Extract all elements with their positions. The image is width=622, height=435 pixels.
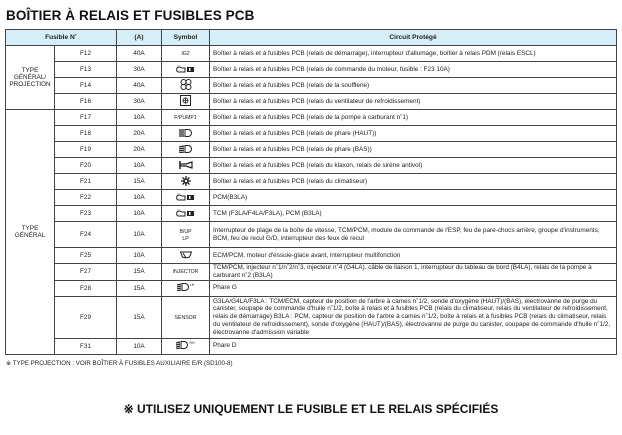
fuse-number: F13 — [55, 62, 117, 78]
symbol-text: B/UP LP — [179, 228, 192, 242]
blower-fan-icon — [180, 79, 192, 92]
headlamp-side: RH — [189, 341, 195, 346]
high-beam-icon — [179, 129, 193, 139]
circuit-protected: Phare D — [210, 338, 617, 354]
fuse-number: F14 — [55, 78, 117, 94]
page-title: BOÎTIER À RELAIS ET FUSIBLES PCB — [6, 8, 255, 23]
headlamp-icon — [176, 341, 189, 351]
fuse-amperage: 20A — [117, 142, 162, 158]
symbol-text: IG2 — [181, 51, 190, 57]
circuit-protected: Boîtier à relais et à fusibles PCB (relais de démarrage), interrupteur d'allumage, boîtier à relais PDM (relais ESCL) — [210, 46, 617, 62]
header-symbol: Symbol — [162, 30, 210, 46]
table-row — [6, 280, 617, 296]
fuse-amperage: 40A — [117, 46, 162, 62]
low-beam-icon — [179, 145, 193, 155]
table-row — [6, 248, 617, 264]
fuse-amperage: 30A — [117, 62, 162, 78]
table-row — [6, 174, 617, 190]
symbol-cell — [162, 142, 210, 158]
fuse-number: F18 — [55, 126, 117, 142]
table-row — [6, 338, 617, 354]
symbol-cell — [162, 248, 210, 264]
fuse-number: F19 — [55, 142, 117, 158]
symbol-cell — [162, 158, 210, 174]
group-label: TYPE GÉNÉRAL — [6, 110, 55, 355]
fuse-number: F23 — [55, 206, 117, 222]
table-row — [6, 206, 617, 222]
headlamp-icon — [177, 283, 190, 293]
engine-control-icon — [176, 208, 196, 219]
symbol-label — [162, 110, 210, 126]
symbol-cell — [162, 126, 210, 142]
table-row — [6, 78, 617, 94]
fuse-amperage: 10A — [117, 206, 162, 222]
fuse-number: F27 — [55, 264, 117, 281]
fuse-amperage: 10A — [117, 110, 162, 126]
circuit-protected: Boîtier à relais et à fusibles PCB (relais de commande du moteur, fusible : F23 10A) — [210, 62, 617, 78]
fuse-number: F29 — [55, 296, 117, 338]
table-row — [6, 62, 617, 78]
fuse-number: F31 — [55, 338, 117, 354]
header-fuse-no: Fusible N˚ — [6, 30, 117, 46]
circuit-protected: PCM(B3LA) — [210, 190, 617, 206]
circuit-protected: TCM/PCM, injecteur n˚1/n˚2/n˚3, injecteur n˚4 (G4LA), câble de liaison 1, interrupteur du tableau de bord (B4LA), relais de la pompe à carburant n˚2 (B3LA) — [210, 264, 617, 281]
fuse-table — [5, 29, 617, 355]
symbol-cell — [162, 338, 210, 354]
circuit-protected: ECM/PCM, moteur d'essuie-glace avant, interrupteur multifonction — [210, 248, 617, 264]
fuse-amperage: 30A — [117, 94, 162, 110]
symbol-cell — [162, 206, 210, 222]
table-header-row — [6, 30, 617, 46]
circuit-protected: TCM (F3LA/F4LA/F3LA), PCM (B3LA) — [210, 206, 617, 222]
fuse-number: F21 — [55, 174, 117, 190]
fuse-number: F17 — [55, 110, 117, 126]
projection-note: ※ TYPE PROJECTION : VOIR BOÎTIER À FUSIBLES AUXILIAIRE E/R (SD100-8) — [6, 360, 233, 367]
circuit-protected: G3LA/G4LA/F3LA : TCM/ECM, capteur de position de l'arbre à cames n˚1/2, sonde d'oxygène (HAUT)/(BAS), électrovanne de purge du canister, soupape de commande d'huile n˚1/2, boîte à relais et à fusibles PCB (relais du climatiseur, relais du ventilateur de refroidissement, relais de démarrage) B3LA : PCM, capteur de position de l'arbre à cames n˚1/2, boîte à relais et à fusibles PCB (relais du climatiseur, relais du ventilateur de refroidissement), sonde d'oxygène (HAUT)/(BAS), électrovanne de purge du canister, soupape de commande d'huile n˚1/2, électrovanne d'admission variable — [210, 296, 617, 338]
fuse-amperage: 20A — [117, 126, 162, 142]
fuse-amperage: 15A — [117, 264, 162, 281]
symbol-label — [162, 296, 210, 338]
fuse-amperage: 10A — [117, 338, 162, 354]
fuse-number: F20 — [55, 158, 117, 174]
symbol-cell — [162, 62, 210, 78]
table-row — [6, 158, 617, 174]
fuse-amperage: 10A — [117, 222, 162, 248]
circuit-protected: Interrupteur de plage de la boîte de vitesse, TCM/PCM, module de commande de l'ESP, feu de pare-chocs arrière, groupe d'instruments, BCM, feu de recul G/D, interrupteur des feux de recul — [210, 222, 617, 248]
symbol-cell — [162, 78, 210, 94]
fuse-amperage: 15A — [117, 174, 162, 190]
air-conditioner-icon — [181, 176, 191, 188]
cooling-fan-icon — [180, 95, 191, 108]
symbol-text: F/PUMP1 — [174, 115, 197, 121]
fuse-amperage: 40A — [117, 78, 162, 94]
group-label: TYPE GÉNÉRAL/ PROJECTION — [6, 46, 55, 110]
symbol-label — [162, 264, 210, 281]
table-row — [6, 46, 617, 62]
table-row — [6, 190, 617, 206]
circuit-protected: Phare G — [210, 280, 617, 296]
symbol-label — [162, 46, 210, 62]
fuse-number: F22 — [55, 190, 117, 206]
fuse-amperage: 10A — [117, 248, 162, 264]
fuse-amperage: 10A — [117, 190, 162, 206]
circuit-protected: Boîtier à relais et à fusibles PCB (relais de phare (BAS)) — [210, 142, 617, 158]
fuse-number: F25 — [55, 248, 117, 264]
circuit-protected: Boîtier à relais et à fusibles PCB (relais du ventilateur de refroidissement) — [210, 94, 617, 110]
table-row — [6, 222, 617, 248]
header-amperage: (A) — [117, 30, 162, 46]
symbol-text: SENSOR — [174, 314, 197, 321]
engine-control-icon — [176, 192, 196, 203]
table-row — [6, 296, 617, 338]
warning-banner: ※ UTILISEZ UNIQUEMENT LE FUSIBLE ET LE RELAIS SPÉCIFIÉS — [123, 402, 499, 416]
fuse-amperage: 15A — [117, 280, 162, 296]
table-row — [6, 264, 617, 281]
symbol-label — [162, 222, 210, 248]
headlamp-side: LH — [189, 283, 195, 288]
circuit-protected: Boîtier à relais et à fusibles PCB (relais du klaxon, relais de sirène antivol) — [210, 158, 617, 174]
fuse-amperage: 10A — [117, 158, 162, 174]
circuit-protected: Boîtier à relais et à fusibles PCB (relais du climatiseur) — [210, 174, 617, 190]
symbol-cell — [162, 174, 210, 190]
engine-control-icon — [176, 64, 196, 75]
fuse-amperage: 15A — [117, 296, 162, 338]
wiper-icon — [180, 251, 192, 261]
symbol-cell — [162, 94, 210, 110]
fuse-number: F24 — [55, 222, 117, 248]
fuse-number: F28 — [55, 280, 117, 296]
circuit-protected: Boîtier à relais et à fusibles PCB (relais de la soufflerie) — [210, 78, 617, 94]
symbol-text: INJECTOR — [172, 269, 199, 276]
table-row — [6, 142, 617, 158]
fuse-number: F16 — [55, 94, 117, 110]
table-row — [6, 110, 617, 126]
horn-icon — [179, 161, 193, 171]
circuit-protected: Boîtier à relais et à fusibles PCB (relais de la pompe à carburant n˚1) — [210, 110, 617, 126]
symbol-cell — [162, 190, 210, 206]
symbol-cell — [162, 280, 210, 296]
circuit-protected: Boîtier à relais et à fusibles PCB (relais de phare (HAUT)) — [210, 126, 617, 142]
table-row — [6, 94, 617, 110]
table-row — [6, 126, 617, 142]
header-circuit: Circuit Protégé — [210, 30, 617, 46]
fuse-number: F12 — [55, 46, 117, 62]
